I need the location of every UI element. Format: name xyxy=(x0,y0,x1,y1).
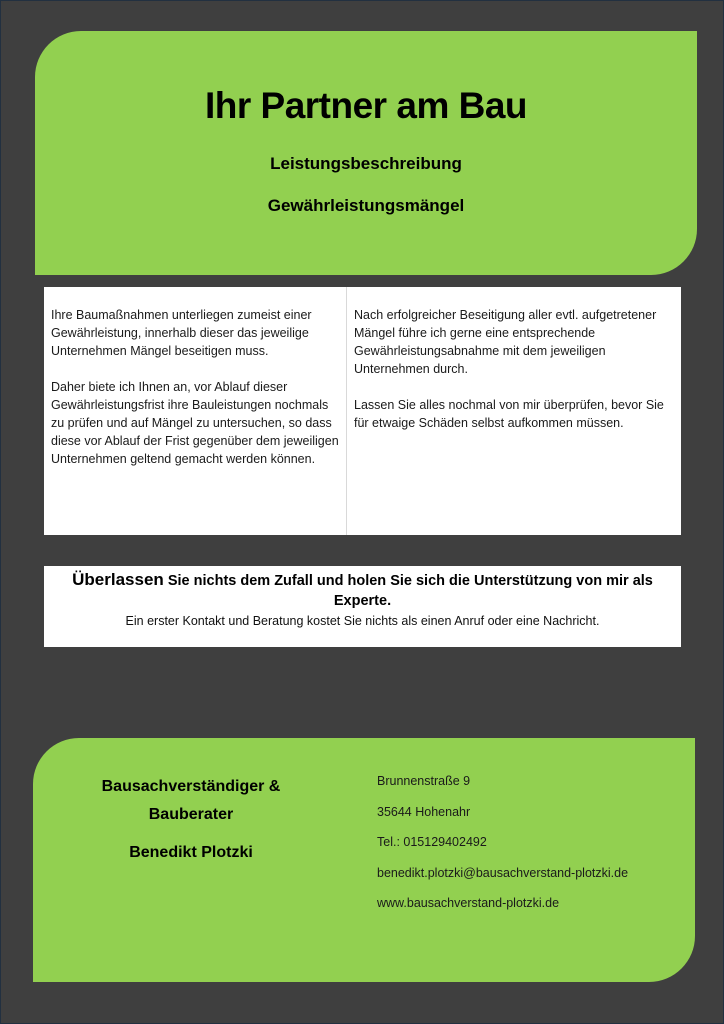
info-paragraph: Ihre Baumaßnahmen unterliegen zumeist einer Gewährleistung, innerhalb dieser das jeweilige Unternehmen Mängel beseitigen muss. xyxy=(51,308,312,358)
info-paragraph: Daher biete ich Ihnen an, vor Ablauf dieser Gewährleistungsfrist ihre Bauleistungen nochmals zu prüfen und auf Mängel zu untersuchen, so dass diese vor Ablauf der Frist gegenüber dem jeweiligen Unternehmen geltend gemacht werden können. xyxy=(51,380,339,466)
contact-city: 35644 Hohenahr xyxy=(377,804,471,819)
cta-headline-lead: Überlassen xyxy=(72,570,164,589)
info-paragraph: Lassen Sie alles nochmal von mir überprüfen, bevor Sie für etwaige Schäden selbst aufkommen müssen. xyxy=(354,398,664,430)
contact-email-link[interactable]: benedikt.plotzki@bausachverstand-plotzki.de xyxy=(377,865,629,880)
contact-phone[interactable]: Tel.: 015129402492 xyxy=(377,835,487,849)
footer-panel xyxy=(33,738,695,982)
subtitle-service-description: Leistungsbeschreibung xyxy=(270,154,462,173)
cta-headline xyxy=(44,570,681,611)
header-panel xyxy=(35,31,697,275)
page-title: Ihr Partner am Bau xyxy=(204,85,528,126)
info-box xyxy=(44,287,681,535)
contact-block xyxy=(377,773,628,926)
role-line-2: Bauberater xyxy=(148,806,234,823)
cta-headline-rest: Sie nichts dem Zufall und holen Sie sich die Unterstützung von mir als Experte. xyxy=(163,573,653,609)
subtitle-warranty-defects: Gewährleistungsmängel xyxy=(267,196,465,215)
info-paragraph: Nach erfolgreicher Beseitigung aller evtl. aufgetretener Mängel führe ich gerne eine entsprechende Gewährleistungsabnahme mit dem jeweiligen Unternehmen durch. xyxy=(354,308,657,376)
person-name: Benedikt Plotzki xyxy=(129,844,253,861)
role-line-1: Bausachverständiger & xyxy=(101,778,281,795)
info-column-left xyxy=(44,287,347,535)
contact-street: Brunnenstraße 9 xyxy=(377,774,471,788)
cta-subline: Ein erster Kontakt und Beratung kostet Sie nichts als einen Anruf oder eine Nachricht. xyxy=(125,614,600,628)
info-column-right xyxy=(347,287,681,535)
contact-website-link[interactable]: www.bausachverstand-plotzki.de xyxy=(377,896,560,910)
company-block xyxy=(75,773,307,867)
call-to-action-box xyxy=(44,566,681,647)
